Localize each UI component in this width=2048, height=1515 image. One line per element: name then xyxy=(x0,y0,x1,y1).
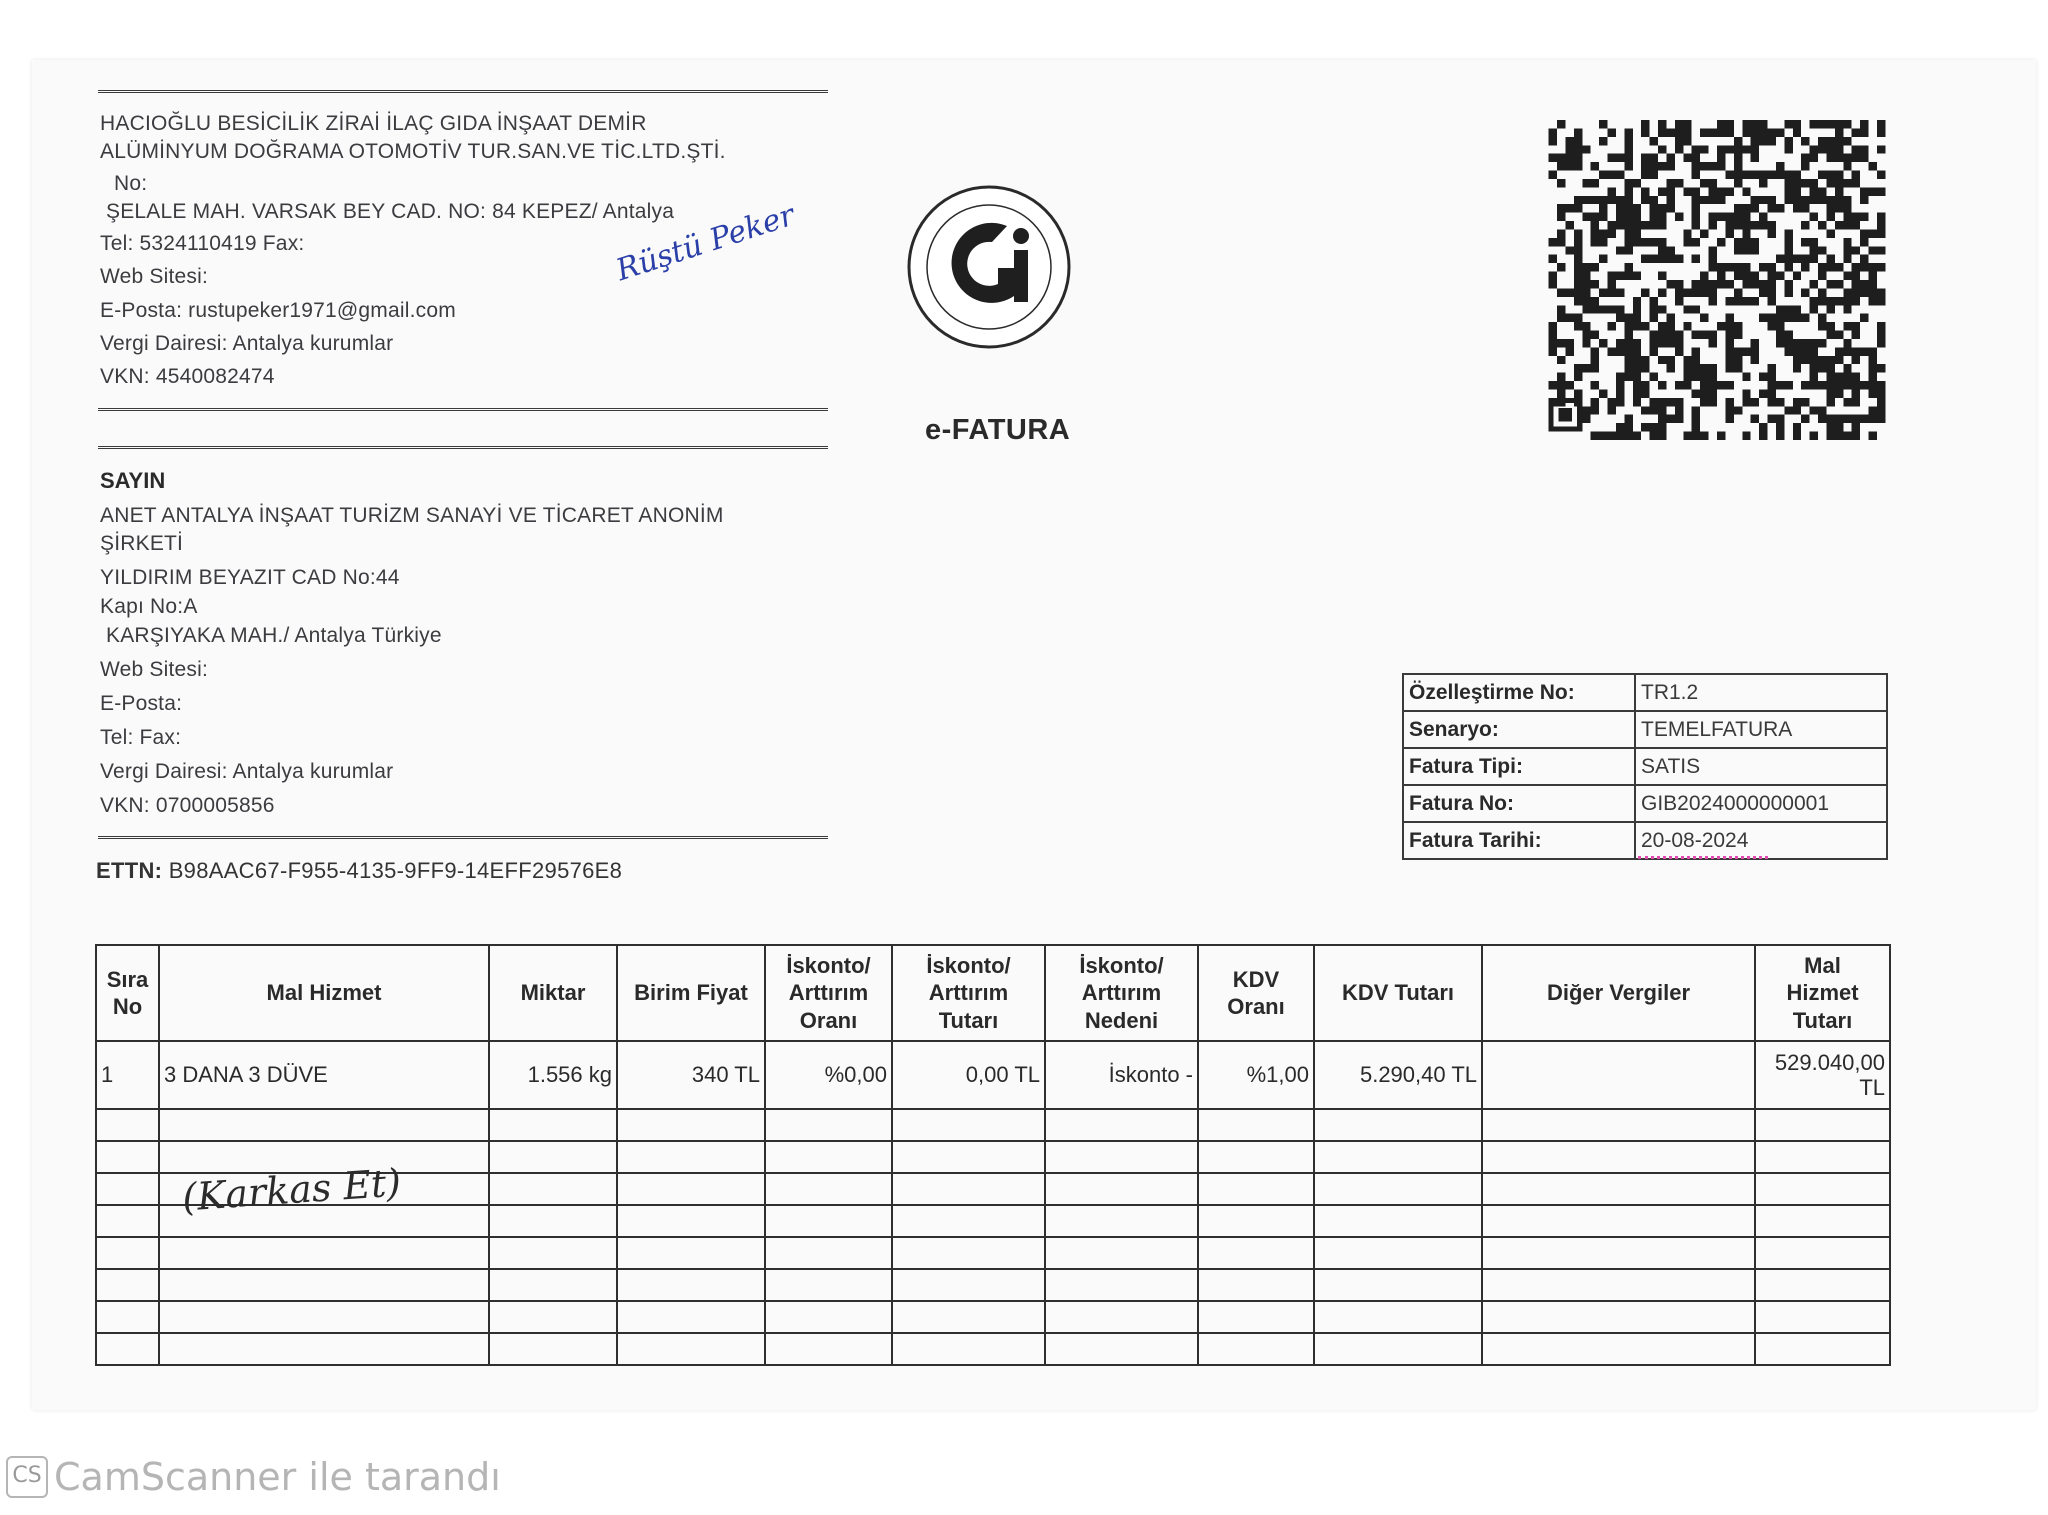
header-kdv-tutari: KDV Tutarı xyxy=(1314,945,1482,1041)
info-row-fatura-tarihi xyxy=(1403,822,1887,859)
invoice-info-table xyxy=(1402,673,1888,860)
header-birim-fiyat: Birim Fiyat xyxy=(617,945,765,1041)
cell-birim-fiyat: 340 TL xyxy=(617,1041,765,1109)
header-sira-no xyxy=(96,945,159,1041)
info-row-ozellestirme xyxy=(1403,674,1887,711)
info-value: TEMELFATURA xyxy=(1635,711,1887,748)
header-part: Oranı xyxy=(1227,994,1285,1019)
header-part: Oranı xyxy=(799,1007,858,1033)
header-diger-vergiler: Diğer Vergiler xyxy=(1482,945,1755,1041)
cell-mal-hizmet: 3 DANA 3 DÜVE xyxy=(159,1041,489,1109)
info-value: 20-08-2024 xyxy=(1635,822,1887,859)
scanner-watermark xyxy=(6,1455,501,1499)
cell-sira: 1 xyxy=(96,1041,159,1109)
buyer-web: Web Sitesi: xyxy=(100,658,209,681)
header-part: KDV xyxy=(1232,966,1280,992)
invoice-sheet xyxy=(32,60,2036,1410)
buyer-tax-office: Vergi Dairesi: Antalya kurumlar xyxy=(100,760,394,783)
header-part: Mal xyxy=(1804,952,1841,978)
cell-kdv-orani: %1,00 xyxy=(1198,1041,1314,1109)
seller-name-line1: HACIOĞLU BESİCİLİK ZİRAİ İLAÇ GIDA İNŞAAT DEMİR xyxy=(100,112,647,135)
info-value: TR1.2 xyxy=(1635,674,1887,711)
header-part: Hizmet xyxy=(1786,980,1859,1006)
amount-line: 529.040,00 xyxy=(1774,1049,1885,1075)
header-part: No xyxy=(112,994,143,1019)
seller-bottom-rule xyxy=(98,408,828,415)
table-row xyxy=(96,1237,1890,1269)
header-kdv-orani xyxy=(1198,945,1314,1041)
info-row-fatura-tipi xyxy=(1403,748,1887,785)
table-row xyxy=(96,1301,1890,1333)
amount-line: TL xyxy=(1859,1075,1885,1100)
buyer-name-line2: ŞİRKETİ xyxy=(100,532,184,555)
items-header-row xyxy=(96,945,1890,1041)
buyer-name-line1: ANET ANTALYA İNŞAAT TURİZM SANAYİ VE TİCARET ANONİM xyxy=(100,504,724,527)
info-key: Senaryo: xyxy=(1403,711,1635,748)
header-mal-hizmet-tutari xyxy=(1755,945,1890,1041)
table-row xyxy=(96,1041,1890,1109)
info-value: GIB2024000000001 xyxy=(1635,785,1887,822)
document-title: e-FATURA xyxy=(925,414,1071,446)
buyer-label: SAYIN xyxy=(100,468,166,493)
highlighter-mark xyxy=(1638,856,1768,859)
items-table xyxy=(95,944,1891,1366)
seller-tel: Tel: 5324110419 Fax: xyxy=(100,232,305,255)
handwritten-note: (Karkas Et) xyxy=(180,1160,403,1220)
buyer-address-line1: YILDIRIM BEYAZIT CAD No:44 xyxy=(100,566,400,589)
table-row xyxy=(96,1109,1890,1141)
ettn-value: B98AAC67-F955-4135-9FF9-14EFF29576E8 xyxy=(168,858,623,883)
ettn-label: ETTN: xyxy=(96,858,163,883)
buyer-email: E-Posta: xyxy=(100,692,183,715)
seller-no: No: xyxy=(114,172,148,195)
cell-kdv-tutari: 5.290,40 TL xyxy=(1314,1041,1482,1109)
seller-name-line2: ALÜMİNYUM DOĞRAMA OTOMOTİV TUR.SAN.VE TİC.LTD.ŞTİ. xyxy=(100,140,726,163)
header-part: Arttırım xyxy=(788,980,869,1006)
seller-top-rule xyxy=(98,90,828,97)
camscanner-logo-icon: CS xyxy=(6,1456,48,1498)
table-row xyxy=(96,1269,1890,1301)
gib-logo-icon xyxy=(906,184,1072,350)
handwritten-signature: Rüştü Peker xyxy=(612,197,799,289)
info-row-fatura-no xyxy=(1403,785,1887,822)
cell-mal-hizmet-tutari xyxy=(1755,1041,1890,1109)
header-part: Tutarı xyxy=(938,1007,999,1033)
info-key: Fatura Tarihi: xyxy=(1403,822,1635,859)
watermark-text: CamScanner ile tarandı xyxy=(54,1455,501,1499)
header-part: İskonto/ xyxy=(926,952,1011,978)
header-mal-hizmet: Mal Hizmet xyxy=(159,945,489,1041)
header-miktar: Miktar xyxy=(489,945,617,1041)
cell-miktar: 1.556 kg xyxy=(489,1041,617,1109)
buyer-top-rule xyxy=(98,446,828,453)
header-iskonto-orani xyxy=(765,945,892,1041)
buyer-bottom-rule xyxy=(98,836,828,843)
cell-iskonto-orani: %0,00 xyxy=(765,1041,892,1109)
info-value: SATIS xyxy=(1635,748,1887,785)
info-key: Özelleştirme No: xyxy=(1403,674,1635,711)
header-iskonto-tutari xyxy=(892,945,1045,1041)
buyer-vkn: VKN: 0700005856 xyxy=(100,794,275,817)
table-row xyxy=(96,1205,1890,1237)
buyer-address-line2: Kapı No:A xyxy=(100,595,198,618)
info-key: Fatura Tipi: xyxy=(1403,748,1635,785)
header-part: Tutarı xyxy=(1792,1007,1853,1033)
buyer-address-line3: KARŞIYAKA MAH./ Antalya Türkiye xyxy=(106,624,442,647)
cell-iskonto-tutari: 0,00 TL xyxy=(892,1041,1045,1109)
seller-email: E-Posta: rustupeker1971@gmail.com xyxy=(100,299,456,322)
info-row-senaryo xyxy=(1403,711,1887,748)
header-part: İskonto/ xyxy=(1079,952,1164,978)
qr-code-icon xyxy=(1548,120,1886,440)
ettn xyxy=(96,858,622,884)
seller-vkn: VKN: 4540082474 xyxy=(100,365,275,388)
seller-address: ŞELALE MAH. VARSAK BEY CAD. NO: 84 KEPEZ/ Antalya xyxy=(106,200,675,223)
cell-iskonto-nedeni: İskonto - xyxy=(1045,1041,1198,1109)
header-part: Arttırım xyxy=(928,980,1009,1006)
seller-tax-office: Vergi Dairesi: Antalya kurumlar xyxy=(100,332,394,355)
cell-diger-vergiler xyxy=(1482,1041,1755,1109)
header-part: İskonto/ xyxy=(786,952,871,978)
header-part: Nedeni xyxy=(1084,1007,1159,1033)
buyer-tel: Tel: Fax: xyxy=(100,726,182,749)
seller-web: Web Sitesi: xyxy=(100,265,209,288)
info-key: Fatura No: xyxy=(1403,785,1635,822)
header-part: Sıra xyxy=(106,966,149,992)
table-row xyxy=(96,1333,1890,1365)
header-part: Arttırım xyxy=(1081,980,1162,1006)
header-iskonto-nedeni xyxy=(1045,945,1198,1041)
